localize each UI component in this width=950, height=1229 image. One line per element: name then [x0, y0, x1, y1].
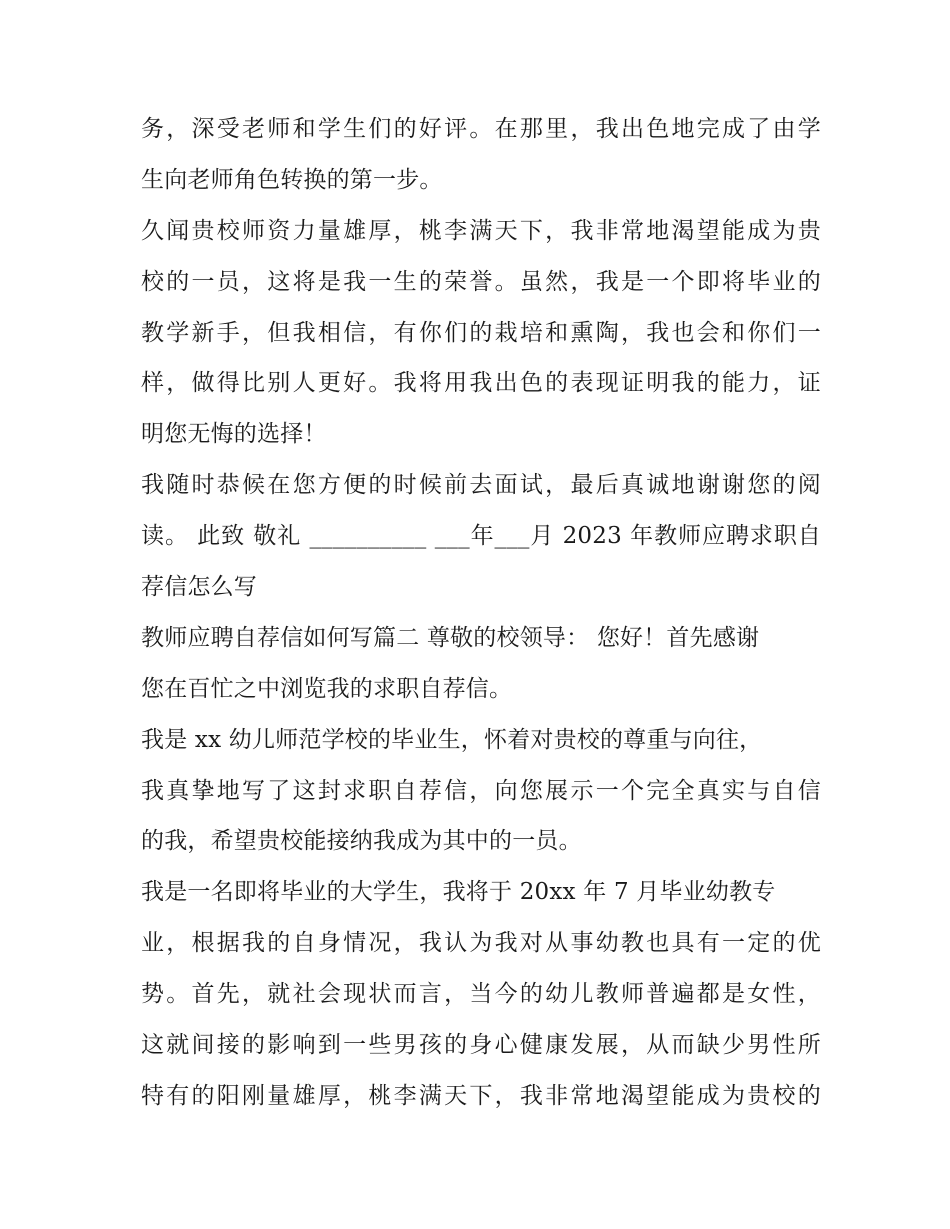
text-line: 校的一员，这将是我一生的荣誉。虽然，我是一个即将毕业的 — [141, 268, 821, 295]
text-line: 务，深受老师和学生们的好评。在那里，我出色地完成了由学 — [141, 116, 821, 142]
text-line: 久闻贵校师资力量雄厚，桃李满天下，我非常地渴望能成为贵 — [141, 217, 821, 244]
text-line: 样，做得比别人更好。我将用我出色的表现证明我的能力，证 — [141, 370, 821, 397]
text-line: 您在百忙之中浏览我的求职自荐信。 — [141, 675, 513, 702]
text-line: 我随时恭候在您方便的时候前去面试，最后真诚地谢谢您的阅 — [141, 472, 821, 499]
text-line: 教学新手，但我相信，有你们的栽培和熏陶，我也会和你们一 — [141, 319, 821, 346]
text-line: 业，根据我的自身情况，我认为我对从事幼教也具有一定的优 — [141, 930, 821, 957]
text-line: 的我，希望贵校能接纳我成为其中的一员。 — [141, 828, 582, 855]
text-line: 我是一名即将毕业的大学生，我将于 20xx 年 7 月毕业幼教专 — [141, 879, 776, 906]
text-line: 这就间接的影响到一些男孩的身心健康发展，从而缺少男性所 — [141, 1032, 821, 1059]
text-line: 特有的阳刚量雄厚，桃李满天下，我非常地渴望能成为贵校的 — [141, 1082, 821, 1109]
text-line: 我是 xx 幼儿师范学校的毕业生，怀着对贵校的尊重与向往， — [141, 726, 763, 753]
text-line: 生向老师角色转换的第一步。 — [141, 166, 443, 193]
text-line: 我真挚地写了这封求职自荐信，向您展示一个完全真实与自信 — [141, 777, 821, 804]
text-line: 势。首先，就社会现状而言，当今的幼儿教师普遍都是女性， — [141, 981, 821, 1008]
text-line: 教师应聘自荐信如何写篇二 尊敬的校领导： 您好！首先感谢 — [141, 624, 760, 651]
document-body — [141, 104, 821, 1122]
text-line: 读。 此致 敬礼 __________ ___年___月 2023 年教师应聘求职自 — [141, 523, 821, 550]
text-line: 明您无悔的选择！ — [141, 421, 327, 448]
text-line: 荐信怎么写 — [141, 574, 257, 601]
